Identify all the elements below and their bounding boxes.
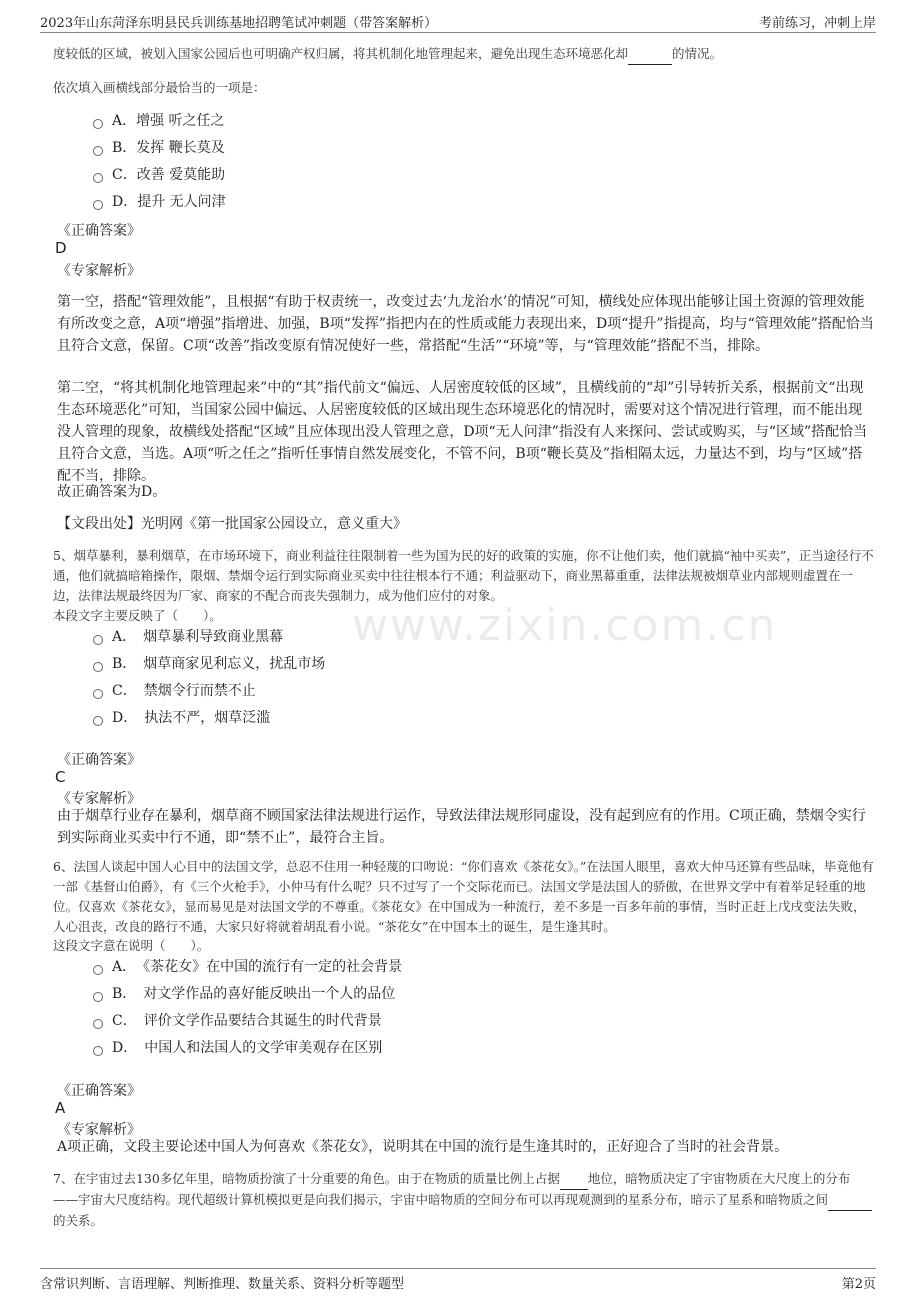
radio-icon[interactable] [93, 119, 103, 129]
document-title: 2023年山东菏泽东明县民兵训练基地招聘笔试冲刺题（带答案解析） [40, 16, 438, 31]
q4-source: 【文段出处】光明网《第一批国家公园设立，意义重大》 [57, 516, 407, 532]
q6-answer-label: 《正确答案》 [57, 1083, 141, 1099]
q5-analysis: 由于烟草行业存在暴利，烟草商不顾国家法律法规进行运作，导致法律法规形同虚设，没有起到应有的作用。C项正确，禁烟令实行到实际商业买卖中行不通，即“禁不止”，最符合主旨。 [57, 808, 866, 846]
q4-prompt: 依次填入画横线部分最恰当的一项是： [53, 80, 266, 95]
q5-option-b[interactable]: B． 烟草商家见利忘义，扰乱市场 [93, 653, 325, 675]
q6-answer: A [55, 1099, 66, 1117]
footer-note: 含常识判断、言语理解、判断推理、数量关系、资料分析等题型 [40, 1277, 405, 1292]
q5-option-d[interactable]: D． 执法不严，烟草泛滥 [93, 707, 270, 729]
radio-icon[interactable] [93, 716, 103, 726]
radio-icon[interactable] [93, 965, 103, 975]
page-number: 第2页 [841, 1277, 876, 1292]
q5-answer-label: 《正确答案》 [57, 752, 141, 768]
q6-analysis: A项正确，文段主要论述中国人为何喜欢《茶花女》，说明其在中国的流行是生逢其时的，正好迎合了当时的社会背景。 [57, 1139, 789, 1155]
q6-analysis-label: 《专家解析》 [57, 1122, 141, 1138]
page-footer [40, 1268, 876, 1291]
q4-analysis-label: 《专家解析》 [57, 263, 141, 279]
q6-option-b[interactable]: B． 对文学作品的喜好能反映出一个人的品位 [93, 983, 395, 1005]
radio-icon[interactable] [93, 992, 103, 1002]
radio-icon[interactable] [93, 1046, 103, 1056]
q4-conclusion: 故正确答案为D。 [57, 484, 167, 500]
q5-option-c[interactable]: C． 禁烟令行而禁不止 [93, 680, 256, 702]
q6-prompt: 这段文字意在说明（ ）。 [53, 938, 210, 953]
q5-analysis-label: 《专家解析》 [57, 791, 141, 807]
radio-icon[interactable] [93, 689, 103, 699]
q4-option-a[interactable]: A．增强 听之任之 [93, 110, 225, 132]
q6-option-d[interactable]: D． 中国人和法国人的文学审美观存在区别 [93, 1037, 382, 1059]
q5-answer: C [55, 768, 66, 786]
q5-prompt: 本段文字主要反映了（ ）。 [53, 608, 222, 623]
q4-analysis-p2: 第二空，“将其机制化地管理起来”中的“其”指代前文“偏远、人居密度较低的区域”，且横线前的“却”引导转折关系，根据前文“出现生态环境恶化”可知，当国家公园中偏远、人居密度较低的区域出现生态环境恶化的情况时，需要对这个情况进行管理，而不能出现没人管理的现象，故横线处搭配“区域”且应体现出没人管理之意，D项“无人问津”指没有人来探问、尝试或购买，与“区域”搭配恰当且符合文意，当选。A项“听之任之”指听任事情自然发展变化，不管不问，B项“鞭长莫及”指相隔太远，力量达不到，均与“区域”搭配不当，排除。 [57, 380, 868, 484]
q4-option-b[interactable]: B．发挥 鞭长莫及 [93, 137, 225, 159]
radio-icon[interactable] [93, 635, 103, 645]
page-header [40, 10, 876, 33]
radio-icon[interactable] [93, 1019, 103, 1029]
q5-option-a[interactable]: A． 烟草暴利导致商业黑幕 [93, 626, 283, 648]
q4-answer: D [55, 239, 67, 257]
q7-stem: 7、在宇宙过去130多亿年里，暗物质扮演了十分重要的角色。由于在物质的质量比例上占据 地位，暗物质决定了宇宙物质在大尺度上的分布——宇宙大尺度结构。现代超级计算机模拟更是向我们揭示，宇宙中暗物质的空间分布可以再现观测到的星系分布，暗示了星系和暗物质之间 的关系。 [53, 1169, 875, 1231]
radio-icon[interactable] [93, 200, 103, 210]
q4-analysis-p1: 第一空，搭配“管理效能”，且根据“有助于权责统一，改变过去‘九龙治水’的情况”可知，横线处应体现出能够让国土资源的管理效能有所改变之意，A项“增强”指增进、加强，B项“发挥”指把内在的性质或能力表现出来，D项“提升”指提高，均与“管理效能”搭配恰当且符合文意，保留。C项“改善”指改变原有情况使好一些，常搭配“生活”“环境”等，与“管理效能”搭配不当，排除。 [57, 294, 874, 354]
q6-option-c[interactable]: C． 评价文学作品要结合其诞生的时代背景 [93, 1010, 382, 1032]
q4-stem-tail: 度较低的区域，被划入国家公园后也可明确产权归属，将其机制化地管理起来，避免出现生态环境恶化却 的情况。 [53, 44, 875, 65]
q4-option-c[interactable]: C．改善 爱莫能助 [93, 164, 225, 186]
q5-stem: 5、烟草暴利，暴利烟草，在市场环境下，商业利益往往限制着一些为国为民的好的政策的实施，你不让他们卖，他们就搞“袖中买卖”，正当途径行不通，他们就搞暗箱操作，限烟、禁烟令运行到实际商业买卖中往往根本行不通；利益驱动下，商业黑幕重重，法律法规被烟草业内部规则虚置在一边，法律法规最终因为厂家、商家的不配合而丧失强制力，成为他们应付的对象。 [53, 548, 874, 603]
watermark: www.zixin.com.cn [352, 600, 778, 651]
q6-stem: 6、法国人谈起中国人心目中的法国文学，总忍不住用一种轻蔑的口吻说：“你们喜欢《茶花女》。”在法国人眼里，喜欢大仲马还算有些品味，毕竟他有一部《基督山伯爵》，有《三个火枪手》，小仲马有什么呢？只不过写了一个交际花而已。法国文学是法国人的骄傲，在世界文学中有着举足轻重的地位。仅喜欢《茶花女》，显而易见是对法国文学的不尊重。《茶花女》在中国成为一种流行，差不多是一百多年前的事情，当时正赶上戊戌变法失败，人心沮丧，改良的路行不通，大家只好将就着胡乱看小说。“茶花女”在中国本土的诞生，是生逢其时。 [53, 859, 874, 934]
q6-option-a[interactable]: A． 《茶花女》在中国的流行有一定的社会背景 [93, 956, 402, 978]
radio-icon[interactable] [93, 146, 103, 156]
q4-option-d[interactable]: D．提升 无人问津 [93, 191, 226, 213]
radio-icon[interactable] [93, 662, 103, 672]
header-slogan: 考前练习，冲刺上岸 [758, 16, 876, 31]
radio-icon[interactable] [93, 173, 103, 183]
q4-answer-label: 《正确答案》 [57, 223, 141, 239]
